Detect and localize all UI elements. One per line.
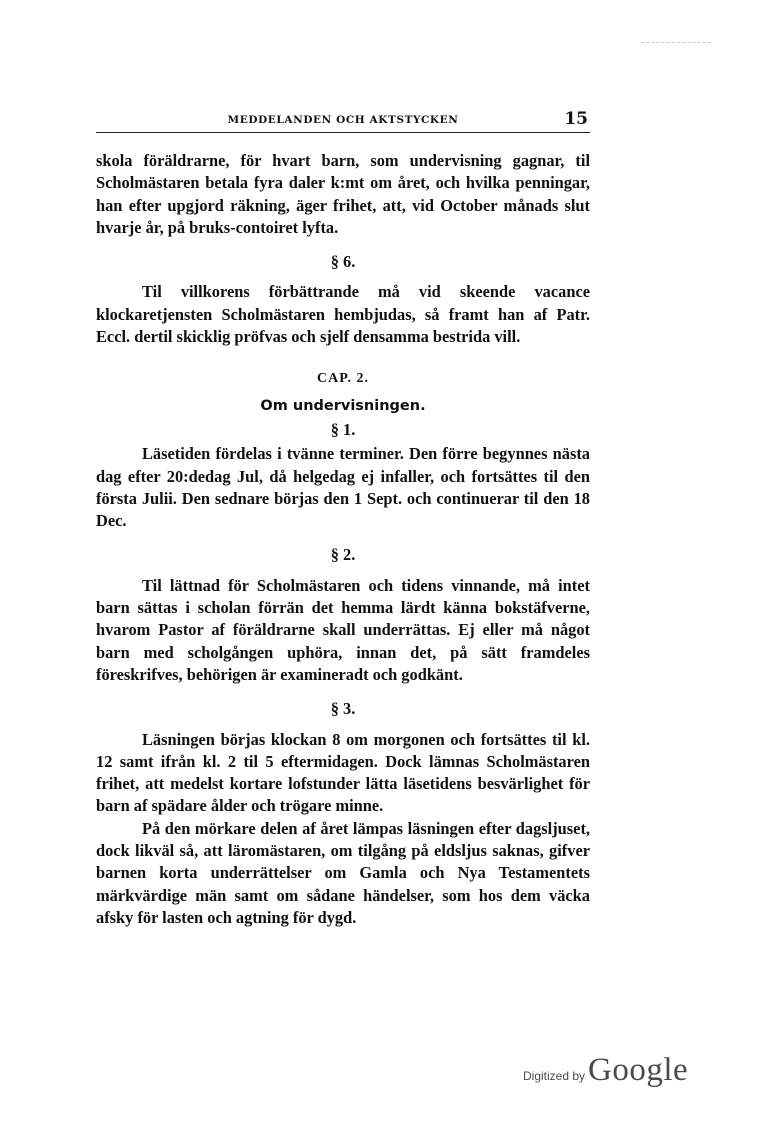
paragraph-section-3a: Läsningen börjas klockan 8 om morgonen och fortsättes til kl. 12 samt ifrån kl. 2 til 5 eftermidagen. Dock lämnas Scholmästaren frihet, att medelst kortare lofstunder lätta läsetidens besvärlighet för barn af spädare ålder och trögare minne. bbox=[96, 729, 590, 816]
page-number: 15 bbox=[564, 109, 588, 129]
section-heading-3: § 3. bbox=[330, 699, 356, 719]
section-heading-2: § 2. bbox=[330, 545, 356, 565]
chapter-heading: CAP. 2. bbox=[317, 371, 369, 387]
paragraph-section-3b: På den mörkare delen af året lämpas läsningen efter dagsljuset, dock likväl så, att läromästaren, om tilgång på eldsljus saknas, gifver barnen korta underrättelser om Gamla och Nya Testamentets märkvärdige män samt om sådane händelser, som hos dem väcka afsky för lasten och agtning för dygd. bbox=[96, 818, 590, 927]
paragraph-intro: skola föräldrarne, för hvart barn, som undervisning gagnar, til Scholmästaren betala fyra daler k:mt om året, och hvilka penningar, han efter upgjord räkning, äger frihet, att, vid October månads slut hvarje år, på bruks-contoiret lyfta. bbox=[96, 151, 590, 237]
section-heading-1: § 1. bbox=[330, 419, 356, 439]
paragraph-section-1: Läsetiden fördelas i tvänne terminer. Den förre begynnes nästa dag efter 20:dedag Jul, då helgedag ej infaller, och fortsättes til den första Julii. Den sednare börjas den 1 Sept. och continuerar til den 18 Dec. bbox=[96, 444, 590, 531]
scan-edge-mark bbox=[641, 42, 711, 45]
chapter-title: Om undervisningen. bbox=[260, 397, 426, 414]
watermark-prefix: Digitized by bbox=[523, 1069, 586, 1083]
section-heading-6: § 6. bbox=[330, 252, 356, 272]
google-logo: Google bbox=[588, 1052, 689, 1088]
page-body bbox=[96, 150, 590, 929]
paragraph-section-6: Til villkorens förbättrande må vid skeende vacance klockaretjensten Scholmästaren hembjudas, så framt han af Patr. Eccl. dertil skicklig pröfvas och sjelf densamma bestrida vill. bbox=[96, 282, 590, 347]
paragraph-section-2: Til lättnad för Scholmästaren och tidens vinnande, må intet barn sättas i scholan förrän det hemma lärdt känna bokstäfverne, hvarom Pastor af föräldrarne skall underrättas. Ej eller må något barn med scholgången uphöra, innan det, på sätt framdeles föreskrifves, behörigen är examineradt och godkänt. bbox=[96, 575, 590, 684]
page-header bbox=[96, 110, 590, 133]
running-head: MEDDELANDEN OCH AKTSTYCKEN bbox=[227, 114, 459, 126]
digitized-watermark bbox=[523, 1052, 688, 1089]
